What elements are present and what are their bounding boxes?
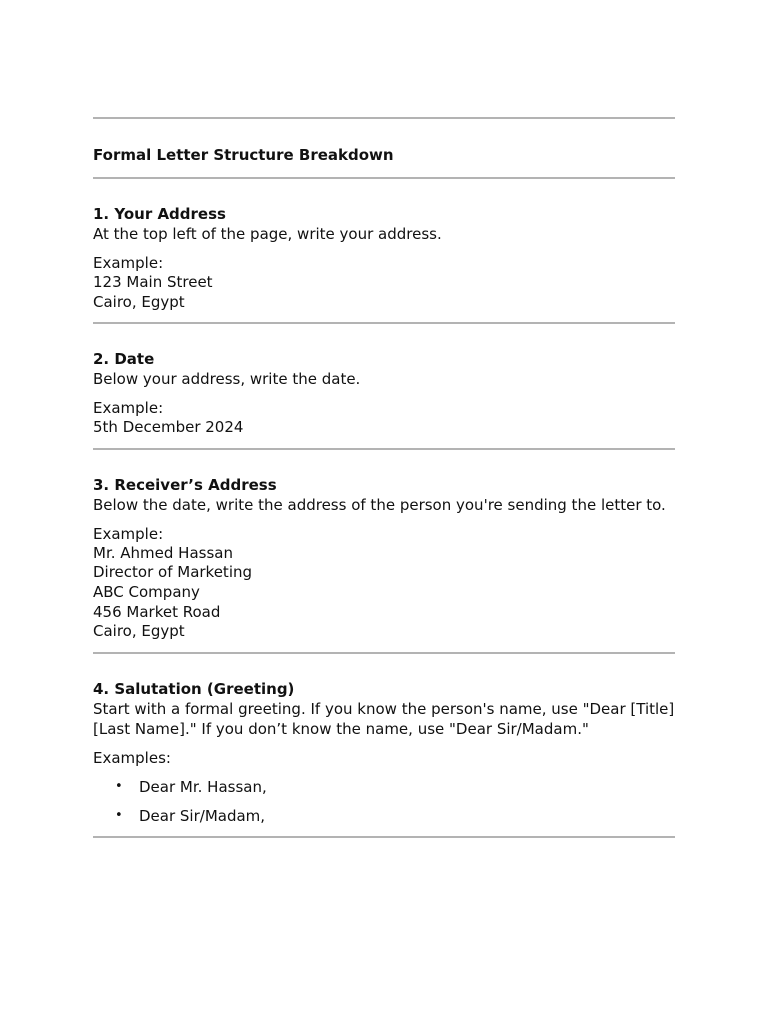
divider [93,117,675,119]
document-page [93,117,675,838]
example-label: Example: [93,524,164,543]
example-line: 123 Main Street [93,273,213,291]
section-salutation [93,654,675,836]
example-line: 456 Market Road [93,602,221,621]
section-your-address [93,179,675,322]
example-line: Mr. Ahmed Hassan [93,543,233,562]
section-receivers-address [93,450,675,652]
example-block [93,544,675,642]
example-line: 5th December 2024 [93,418,244,437]
example-label: Example: [93,254,164,272]
section-heading: 3. Receiver’s Address [93,475,277,494]
example-block [93,418,675,438]
section-description: Below the date, write the address of the person you're sending the letter to. [93,495,666,514]
section-heading: 1. Your Address [93,205,226,223]
bullet-text: Dear Mr. Hassan, [139,777,267,796]
example-bullet-list [93,777,675,826]
section-description: Start with a formal greeting. If you know the person's name, use "Dear [Title] [Last Name]." If you don’t know the name, use "Dear Sir/Madam." [93,699,675,738]
section-heading: 4. Salutation (Greeting) [93,679,295,698]
example-block [93,273,675,312]
list-item [93,777,675,797]
list-item [93,806,675,826]
example-line: Cairo, Egypt [93,622,185,641]
example-line: Cairo, Egypt [93,292,185,311]
section-heading: 2. Date [93,350,155,369]
section-description: Below your address, write the date. [93,370,361,389]
bullet-text: Dear Sir/Madam, [139,806,266,825]
section-description: At the top left of the page, write your address. [93,225,442,243]
divider [93,836,675,838]
document-title: Formal Letter Structure Breakdown [93,146,394,164]
bullet-icon: • [115,778,123,794]
example-line: ABC Company [93,582,200,601]
example-label: Example: [93,399,164,418]
bullet-icon: • [115,807,123,823]
section-date [93,324,675,448]
example-label: Examples: [93,748,171,767]
example-line: Director of Marketing [93,563,253,582]
